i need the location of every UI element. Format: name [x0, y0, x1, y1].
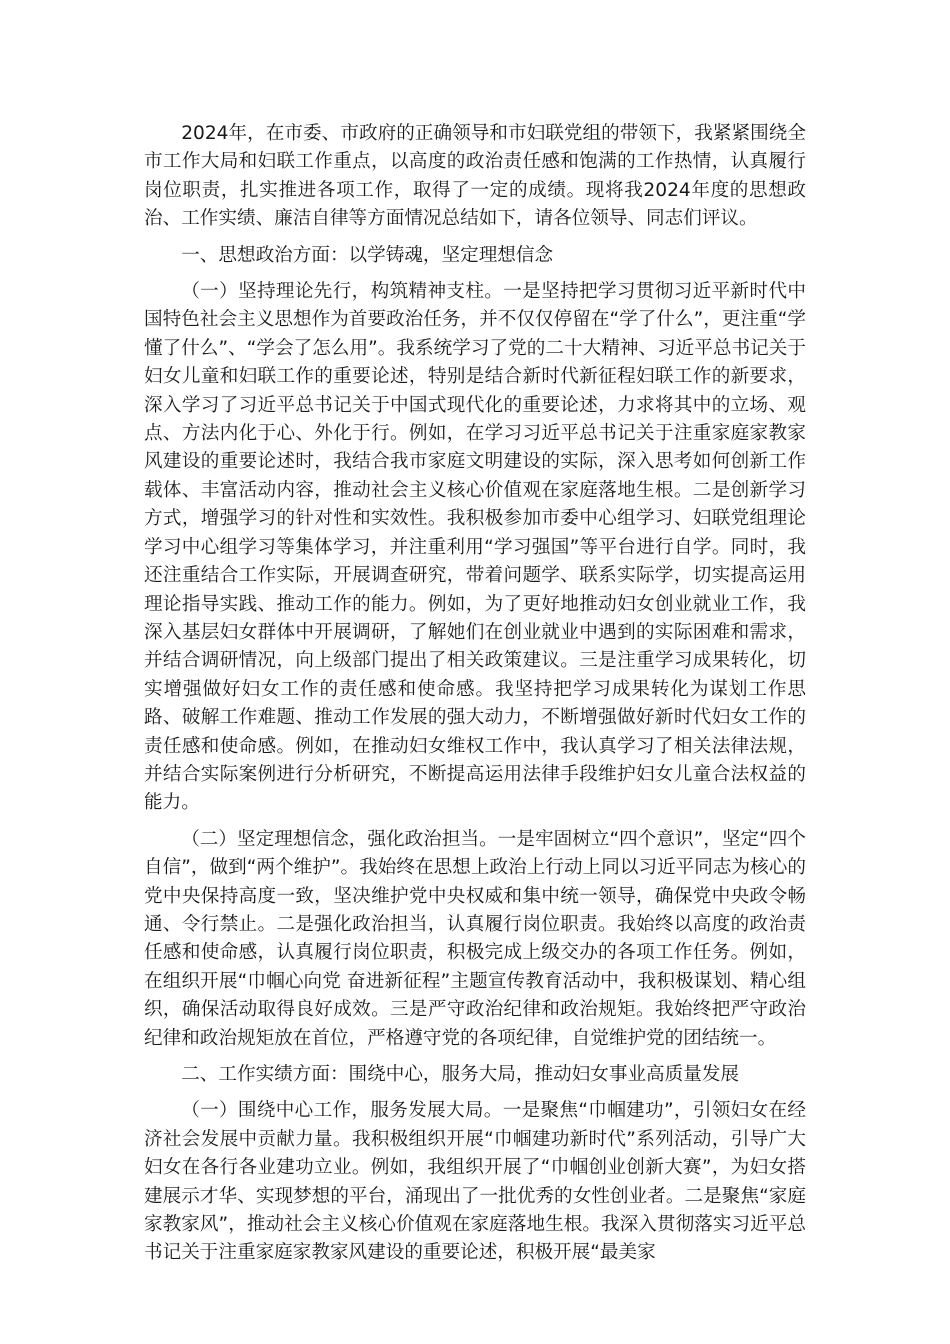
- subsection-theory-paragraph: （一）坚持理论先行，构筑精神支柱。一是坚持把学习贯彻习近平新时代中国特色社会主义思想作为首要政治任务，并不仅仅停留在“学了什么”，更注重“学懂了什么”、“学会了怎么用”。我系统学习了党的二十大精神、习近平总书记关于妇女儿童和妇联工作的重要论述，特别是结合新时代新征程妇联工作的新要求，深入学习了习近平总书记关于中国式现代化的重要论述，力求将其中的立场、观点、方法内化于心、外化于行。例如，在学习习近平总书记关于注重家庭家教家风建设的重要论述时，我结合我市家庭文明建设的实际，深入思考如何创新工作载体、丰富活动内容，推动社会主义核心价值观在家庭落地生根。二是创新学习方式，增强学习的针对性和实效性。我积极参加市委中心组学习、妇联党组理论学习中心组学习等集体学习，并注重利用“学习强国”等平台进行自学。同时，我还注重结合工作实际，开展调查研究，带着问题学、联系实际学，切实提高运用理论指导实践、推动工作的能力。例如，为了更好地推动妇女创业就业工作，我深入基层妇女群体中开展调研，了解她们在创业就业中遇到的实际困难和需求，并结合调研情况，向上级部门提出了相关政策建议。三是注重学习成果转化，切实增强做好妇女工作的责任感和使命感。我坚持把学习成果转化为谋划工作思路、破解工作难题、推动工作发展的强大动力，不断增强做好新时代妇女工作的责任感和使命感。例如，在推动妇女维权工作中，我认真学习了相关法律法规，并结合实际案例进行分析研究，不断提高运用法律手段维护妇女儿童合法权益的能力。: [144, 281, 806, 814]
- subsection-ideals-paragraph: （二）坚定理想信念，强化政治担当。一是牢固树立“四个意识”，坚定“四个自信”，做到“两个维护”。我始终在思想上政治上行动上同以习近平同志为核心的党中央保持高度一致，坚决维护党中央权威和集中统一领导，确保党中央政令畅通、令行禁止。二是强化政治担当，认真履行岗位职责。我始终以高度的政治责任感和使命感，认真履行岗位职责，积极完成上级交办的各项工作任务。例如，在组织开展“巾帼心向党 奋进新征程”主题宣传教育活动中，我积极谋划、精心组织，确保活动取得良好成效。三是严守政治纪律和政治规矩。我始终把严守政治纪律和政治规矩放在首位，严格遵守党的各项纪律，自觉维护党的团结统一。: [144, 828, 806, 1049]
- section-heading-work-performance: 二、工作实绩方面：围绕中心，服务大局，推动妇女事业高质量发展: [181, 1064, 740, 1085]
- intro-paragraph: 2024年，在市委、市政府的正确领导和市妇联党组的带领下，我紧紧围绕全市工作大局和妇联工作重点，以高度的政治责任感和饱满的工作热情，认真履行岗位职责，扎实推进各项工作，取得了一定的成绩。现将我2024年度的思想政治、工作实绩、廉洁自律等方面情况总结如下，请各位领导、同志们评议。: [144, 123, 806, 230]
- subsection-central-work-paragraph: （一）围绕中心工作，服务发展大局。一是聚焦“巾帼建功”，引领妇女在经济社会发展中贡献力量。我积极组织开展“巾帼建功新时代”系列活动，引导广大妇女在各行各业建功立业。例如，我组织开展了“巾帼创业创新大赛”，为妇女搭建展示才华、实现梦想的平台，涌现出了一批优秀的女性创业者。二是聚焦“家庭家教家风”，推动社会主义核心价值观在家庭落地生根。我深入贯彻落实习近平总书记关于注重家庭家教家风建设的重要论述，积极开展“最美家: [144, 1100, 806, 1264]
- section-heading-political: 一、思想政治方面：以学铸魂，坚定理想信念: [181, 244, 554, 266]
- document-page: [144, 120, 806, 1276]
